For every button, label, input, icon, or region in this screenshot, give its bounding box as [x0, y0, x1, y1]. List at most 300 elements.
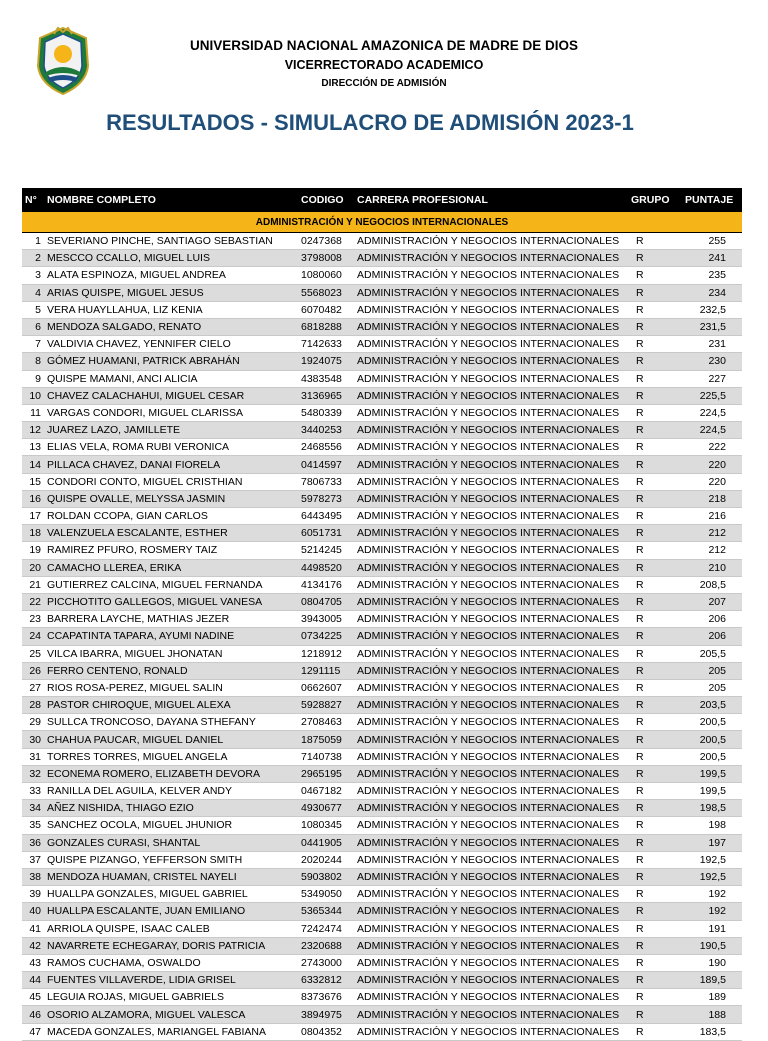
student-code: 2965195: [298, 765, 354, 782]
career-name: ADMINISTRACIÓN Y NEGOCIOS INTERNACIONALES: [354, 954, 628, 971]
career-name: ADMINISTRACIÓN Y NEGOCIOS INTERNACIONALES: [354, 783, 628, 800]
score-value: 227: [682, 370, 742, 387]
row-number: 30: [22, 731, 44, 748]
table-row: [22, 233, 742, 250]
career-name: ADMINISTRACIÓN Y NEGOCIOS INTERNACIONALES: [354, 817, 628, 834]
row-number: 26: [22, 662, 44, 679]
column-header-number: N°: [22, 188, 44, 212]
score-value: 203,5: [682, 697, 742, 714]
student-code: 0414597: [298, 456, 354, 473]
score-value: 225,5: [682, 387, 742, 404]
table-row: [22, 250, 742, 267]
student-name: QUISPE MAMANI, ANCI ALICIA: [44, 370, 298, 387]
student-code: 3943005: [298, 611, 354, 628]
university-name: UNIVERSIDAD NACIONAL AMAZONICA DE MADRE DE DIOS: [189, 38, 578, 53]
career-name: ADMINISTRACIÓN Y NEGOCIOS INTERNACIONALES: [354, 800, 628, 817]
group-letter: R: [628, 233, 682, 250]
table-row: [22, 490, 742, 507]
student-code: 5480339: [298, 404, 354, 421]
student-name: BARRERA LAYCHE, MATHIAS JEZER: [44, 611, 298, 628]
row-number: 38: [22, 868, 44, 885]
group-letter: R: [628, 765, 682, 782]
table-row: [22, 611, 742, 628]
score-value: 192: [682, 903, 742, 920]
group-letter: R: [628, 1006, 682, 1023]
student-name: GONZALES CURASI, SHANTAL: [44, 834, 298, 851]
score-value: 212: [682, 525, 742, 542]
score-value: 210: [682, 559, 742, 576]
group-letter: R: [628, 353, 682, 370]
student-name: LEGUIA ROJAS, MIGUEL GABRIELS: [44, 989, 298, 1006]
group-label: ADMINISTRACIÓN Y NEGOCIOS INTERNACIONALES: [22, 212, 742, 233]
student-code: 8373676: [298, 989, 354, 1006]
group-letter: R: [628, 490, 682, 507]
student-name: ARIAS QUISPE, MIGUEL JESUS: [44, 284, 298, 301]
row-number: 14: [22, 456, 44, 473]
row-number: 39: [22, 886, 44, 903]
career-name: ADMINISTRACIÓN Y NEGOCIOS INTERNACIONALES: [354, 490, 628, 507]
student-code: 0804352: [298, 1023, 354, 1040]
group-letter: R: [628, 422, 682, 439]
group-letter: R: [628, 954, 682, 971]
score-value: 241: [682, 250, 742, 267]
student-code: 6818288: [298, 318, 354, 335]
student-code: 2743000: [298, 954, 354, 971]
career-name: ADMINISTRACIÓN Y NEGOCIOS INTERNACIONALES: [354, 559, 628, 576]
student-code: 1218912: [298, 645, 354, 662]
student-code: 6051731: [298, 525, 354, 542]
student-name: ELIAS VELA, ROMA RUBI VERONICA: [44, 439, 298, 456]
document-header: [0, 0, 768, 150]
student-name: VERA HUAYLLAHUA, LIZ KENIA: [44, 301, 298, 318]
student-name: PASTOR CHIROQUE, MIGUEL ALEXA: [44, 697, 298, 714]
student-name: SEVERIANO PINCHE, SANTIAGO SEBASTIAN: [44, 233, 298, 250]
career-name: ADMINISTRACIÓN Y NEGOCIOS INTERNACIONALES: [354, 886, 628, 903]
group-letter: R: [628, 662, 682, 679]
table-row: [22, 920, 742, 937]
score-value: 199,5: [682, 783, 742, 800]
score-value: 222: [682, 439, 742, 456]
table-row: [22, 318, 742, 335]
career-name: ADMINISTRACIÓN Y NEGOCIOS INTERNACIONALES: [354, 714, 628, 731]
column-header-score: PUNTAJE: [682, 188, 742, 212]
student-name: VALENZUELA ESCALANTE, ESTHER: [44, 525, 298, 542]
student-code: 0247368: [298, 233, 354, 250]
row-number: 4: [22, 284, 44, 301]
student-code: 1291115: [298, 662, 354, 679]
score-value: 255: [682, 233, 742, 250]
career-name: ADMINISTRACIÓN Y NEGOCIOS INTERNACIONALES: [354, 576, 628, 593]
score-value: 212: [682, 542, 742, 559]
score-value: 206: [682, 628, 742, 645]
score-value: 191: [682, 920, 742, 937]
career-name: ADMINISTRACIÓN Y NEGOCIOS INTERNACIONALES: [354, 937, 628, 954]
student-code: 5568023: [298, 284, 354, 301]
student-name: QUISPE OVALLE, MELYSSA JASMIN: [44, 490, 298, 507]
score-value: 200,5: [682, 731, 742, 748]
table-row: [22, 456, 742, 473]
group-letter: R: [628, 559, 682, 576]
career-name: ADMINISTRACIÓN Y NEGOCIOS INTERNACIONALES: [354, 748, 628, 765]
score-value: 183,5: [682, 1023, 742, 1040]
student-name: VARGAS CONDORI, MIGUEL CLARISSA: [44, 404, 298, 421]
column-header-career: CARRERA PROFESIONAL: [354, 188, 628, 212]
student-code: 4930677: [298, 800, 354, 817]
student-code: 2320688: [298, 937, 354, 954]
group-letter: R: [628, 989, 682, 1006]
student-code: 6443495: [298, 508, 354, 525]
group-letter: R: [628, 920, 682, 937]
student-code: 3440253: [298, 422, 354, 439]
score-value: 218: [682, 490, 742, 507]
student-code: 7242474: [298, 920, 354, 937]
group-letter: R: [628, 903, 682, 920]
score-value: 234: [682, 284, 742, 301]
student-name: PILLACA CHAVEZ, DANAI FIORELA: [44, 456, 298, 473]
career-name: ADMINISTRACIÓN Y NEGOCIOS INTERNACIONALES: [354, 508, 628, 525]
row-number: 21: [22, 576, 44, 593]
row-number: 7: [22, 336, 44, 353]
table-row: [22, 370, 742, 387]
score-value: 231,5: [682, 318, 742, 335]
table-row: [22, 886, 742, 903]
student-name: JUAREZ LAZO, JAMILLETE: [44, 422, 298, 439]
student-name: OSORIO ALZAMORA, MIGUEL VALESCA: [44, 1006, 298, 1023]
career-name: ADMINISTRACIÓN Y NEGOCIOS INTERNACIONALES: [354, 233, 628, 250]
table-row: [22, 834, 742, 851]
table-row: [22, 473, 742, 490]
row-number: 29: [22, 714, 44, 731]
career-name: ADMINISTRACIÓN Y NEGOCIOS INTERNACIONALES: [354, 1006, 628, 1023]
table-row: [22, 679, 742, 696]
career-name: ADMINISTRACIÓN Y NEGOCIOS INTERNACIONALES: [354, 697, 628, 714]
career-name: ADMINISTRACIÓN Y NEGOCIOS INTERNACIONALES: [354, 731, 628, 748]
row-number: 1: [22, 233, 44, 250]
student-name: ALATA ESPINOZA, MIGUEL ANDREA: [44, 267, 298, 284]
score-value: 199,5: [682, 765, 742, 782]
group-letter: R: [628, 387, 682, 404]
career-name: ADMINISTRACIÓN Y NEGOCIOS INTERNACIONALES: [354, 611, 628, 628]
student-code: 7142633: [298, 336, 354, 353]
group-letter: R: [628, 284, 682, 301]
table-row: [22, 559, 742, 576]
group-letter: R: [628, 370, 682, 387]
table-row: [22, 972, 742, 989]
score-value: 220: [682, 456, 742, 473]
student-code: 0804705: [298, 593, 354, 610]
group-band: [22, 212, 742, 233]
career-name: ADMINISTRACIÓN Y NEGOCIOS INTERNACIONALES: [354, 387, 628, 404]
score-value: 208,5: [682, 576, 742, 593]
score-value: 231: [682, 336, 742, 353]
student-code: 5349050: [298, 886, 354, 903]
student-name: FUENTES VILLAVERDE, LIDIA GRISEL: [44, 972, 298, 989]
row-number: 5: [22, 301, 44, 318]
score-value: 197: [682, 834, 742, 851]
student-name: FERRO CENTENO, RONALD: [44, 662, 298, 679]
score-value: 188: [682, 1006, 742, 1023]
career-name: ADMINISTRACIÓN Y NEGOCIOS INTERNACIONALES: [354, 353, 628, 370]
group-letter: R: [628, 714, 682, 731]
table-row: [22, 731, 742, 748]
career-name: ADMINISTRACIÓN Y NEGOCIOS INTERNACIONALES: [354, 903, 628, 920]
row-number: 46: [22, 1006, 44, 1023]
score-value: 198,5: [682, 800, 742, 817]
student-name: RIOS ROSA-PEREZ, MIGUEL SALIN: [44, 679, 298, 696]
score-value: 235: [682, 267, 742, 284]
score-value: 192: [682, 886, 742, 903]
table-row: [22, 1023, 742, 1040]
group-letter: R: [628, 645, 682, 662]
score-value: 190,5: [682, 937, 742, 954]
score-value: 190: [682, 954, 742, 971]
career-name: ADMINISTRACIÓN Y NEGOCIOS INTERNACIONALES: [354, 370, 628, 387]
student-name: VILCA IBARRA, MIGUEL JHONATAN: [44, 645, 298, 662]
admission-office: DIRECCIÓN DE ADMISIÓN: [321, 78, 447, 89]
group-letter: R: [628, 697, 682, 714]
score-value: 200,5: [682, 748, 742, 765]
student-name: MENDOZA HUAMAN, CRISTEL NAYELI: [44, 868, 298, 885]
career-name: ADMINISTRACIÓN Y NEGOCIOS INTERNACIONALES: [354, 525, 628, 542]
table-row: [22, 267, 742, 284]
row-number: 25: [22, 645, 44, 662]
row-number: 20: [22, 559, 44, 576]
score-value: 200,5: [682, 714, 742, 731]
table-row: [22, 439, 742, 456]
student-name: RAMIREZ PFURO, ROSMERY TAIZ: [44, 542, 298, 559]
table-row: [22, 576, 742, 593]
group-letter: R: [628, 1023, 682, 1040]
row-number: 41: [22, 920, 44, 937]
student-code: 5214245: [298, 542, 354, 559]
group-letter: R: [628, 868, 682, 885]
student-name: PICCHOTITO GALLEGOS, MIGUEL VANESA: [44, 593, 298, 610]
student-code: 1080060: [298, 267, 354, 284]
score-value: 205: [682, 679, 742, 696]
student-code: 6070482: [298, 301, 354, 318]
career-name: ADMINISTRACIÓN Y NEGOCIOS INTERNACIONALES: [354, 645, 628, 662]
row-number: 43: [22, 954, 44, 971]
score-value: 205,5: [682, 645, 742, 662]
student-code: 7806733: [298, 473, 354, 490]
career-name: ADMINISTRACIÓN Y NEGOCIOS INTERNACIONALES: [354, 284, 628, 301]
row-number: 35: [22, 817, 44, 834]
row-number: 27: [22, 679, 44, 696]
group-letter: R: [628, 834, 682, 851]
career-name: ADMINISTRACIÓN Y NEGOCIOS INTERNACIONALES: [354, 336, 628, 353]
career-name: ADMINISTRACIÓN Y NEGOCIOS INTERNACIONALES: [354, 920, 628, 937]
row-number: 31: [22, 748, 44, 765]
student-code: 5978273: [298, 490, 354, 507]
career-name: ADMINISTRACIÓN Y NEGOCIOS INTERNACIONALES: [354, 662, 628, 679]
table-row: [22, 748, 742, 765]
group-letter: R: [628, 439, 682, 456]
table-row: [22, 868, 742, 885]
row-number: 3: [22, 267, 44, 284]
score-value: 224,5: [682, 404, 742, 421]
row-number: 8: [22, 353, 44, 370]
career-name: ADMINISTRACIÓN Y NEGOCIOS INTERNACIONALES: [354, 679, 628, 696]
student-code: 6332812: [298, 972, 354, 989]
student-code: 0662607: [298, 679, 354, 696]
group-letter: R: [628, 611, 682, 628]
vice-rectorate: VICERRECTORADO ACADEMICO: [284, 58, 484, 72]
score-value: 192,5: [682, 868, 742, 885]
table-row: [22, 387, 742, 404]
group-letter: R: [628, 542, 682, 559]
score-value: 207: [682, 593, 742, 610]
column-header-code: CODIGO: [298, 188, 354, 212]
group-letter: R: [628, 748, 682, 765]
table-row: [22, 989, 742, 1006]
row-number: 18: [22, 525, 44, 542]
student-code: 7140738: [298, 748, 354, 765]
score-value: 220: [682, 473, 742, 490]
row-number: 15: [22, 473, 44, 490]
student-name: AÑEZ NISHIDA, THIAGO EZIO: [44, 800, 298, 817]
student-code: 2020244: [298, 851, 354, 868]
score-value: 192,5: [682, 851, 742, 868]
score-value: 189,5: [682, 972, 742, 989]
group-letter: R: [628, 783, 682, 800]
row-number: 9: [22, 370, 44, 387]
career-name: ADMINISTRACIÓN Y NEGOCIOS INTERNACIONALES: [354, 593, 628, 610]
student-name: SULLCA TRONCOSO, DAYANA STHEFANY: [44, 714, 298, 731]
group-letter: R: [628, 250, 682, 267]
table-row: [22, 765, 742, 782]
table-row: [22, 954, 742, 971]
table-row: [22, 336, 742, 353]
table-row: [22, 800, 742, 817]
student-name: CAMACHO LLEREA, ERIKA: [44, 559, 298, 576]
career-name: ADMINISTRACIÓN Y NEGOCIOS INTERNACIONALES: [354, 456, 628, 473]
score-value: 189: [682, 989, 742, 1006]
row-number: 23: [22, 611, 44, 628]
student-name: HUALLPA GONZALES, MIGUEL GABRIEL: [44, 886, 298, 903]
row-number: 36: [22, 834, 44, 851]
career-name: ADMINISTRACIÓN Y NEGOCIOS INTERNACIONALES: [354, 834, 628, 851]
row-number: 47: [22, 1023, 44, 1040]
table-row: [22, 714, 742, 731]
table-row: [22, 903, 742, 920]
group-letter: R: [628, 937, 682, 954]
group-letter: R: [628, 576, 682, 593]
table-row: [22, 628, 742, 645]
table-row: [22, 645, 742, 662]
group-letter: R: [628, 679, 682, 696]
table-row: [22, 301, 742, 318]
student-code: 0467182: [298, 783, 354, 800]
group-letter: R: [628, 593, 682, 610]
table-row: [22, 422, 742, 439]
row-number: 28: [22, 697, 44, 714]
student-code: 5365344: [298, 903, 354, 920]
row-number: 45: [22, 989, 44, 1006]
column-header-group: GRUPO: [628, 188, 682, 212]
score-value: 232,5: [682, 301, 742, 318]
career-name: ADMINISTRACIÓN Y NEGOCIOS INTERNACIONALES: [354, 1023, 628, 1040]
table-row: [22, 937, 742, 954]
row-number: 33: [22, 783, 44, 800]
student-code: 4134176: [298, 576, 354, 593]
table-row: [22, 817, 742, 834]
student-name: QUISPE PIZANGO, YEFFERSON SMITH: [44, 851, 298, 868]
group-letter: R: [628, 525, 682, 542]
student-code: 4383548: [298, 370, 354, 387]
row-number: 32: [22, 765, 44, 782]
group-letter: R: [628, 404, 682, 421]
career-name: ADMINISTRACIÓN Y NEGOCIOS INTERNACIONALES: [354, 301, 628, 318]
table-row: [22, 1006, 742, 1023]
group-letter: R: [628, 851, 682, 868]
student-name: VALDIVIA CHAVEZ, YENNIFER CIELO: [44, 336, 298, 353]
group-letter: R: [628, 336, 682, 353]
student-code: 1080345: [298, 817, 354, 834]
student-code: 1875059: [298, 731, 354, 748]
career-name: ADMINISTRACIÓN Y NEGOCIOS INTERNACIONALES: [354, 250, 628, 267]
student-name: MACEDA GONZALES, MARIANGEL FABIANA: [44, 1023, 298, 1040]
student-code: 3894975: [298, 1006, 354, 1023]
student-name: ARRIOLA QUISPE, ISAAC CALEB: [44, 920, 298, 937]
student-code: 1924075: [298, 353, 354, 370]
table-header-row: [22, 188, 742, 212]
career-name: ADMINISTRACIÓN Y NEGOCIOS INTERNACIONALES: [354, 473, 628, 490]
score-value: 205: [682, 662, 742, 679]
page-title: RESULTADOS - SIMULACRO DE ADMISIÓN 2023-1: [106, 110, 634, 135]
group-letter: R: [628, 301, 682, 318]
table-row: [22, 593, 742, 610]
group-letter: R: [628, 456, 682, 473]
student-name: GÓMEZ HUAMANI, PATRICK ABRAHÁN: [44, 353, 298, 370]
group-letter: R: [628, 628, 682, 645]
row-number: 40: [22, 903, 44, 920]
group-letter: R: [628, 731, 682, 748]
column-header-name: NOMBRE COMPLETO: [44, 188, 298, 212]
group-letter: R: [628, 267, 682, 284]
student-code: 4498520: [298, 559, 354, 576]
row-number: 34: [22, 800, 44, 817]
row-number: 16: [22, 490, 44, 507]
career-name: ADMINISTRACIÓN Y NEGOCIOS INTERNACIONALES: [354, 868, 628, 885]
career-name: ADMINISTRACIÓN Y NEGOCIOS INTERNACIONALES: [354, 267, 628, 284]
row-number: 13: [22, 439, 44, 456]
row-number: 44: [22, 972, 44, 989]
career-name: ADMINISTRACIÓN Y NEGOCIOS INTERNACIONALES: [354, 989, 628, 1006]
table-row: [22, 697, 742, 714]
table-row: [22, 662, 742, 679]
score-value: 230: [682, 353, 742, 370]
results-table: [22, 188, 742, 1041]
row-number: 22: [22, 593, 44, 610]
score-value: 224,5: [682, 422, 742, 439]
table-row: [22, 508, 742, 525]
row-number: 11: [22, 404, 44, 421]
group-letter: R: [628, 318, 682, 335]
score-value: 216: [682, 508, 742, 525]
student-name: NAVARRETE ECHEGARAY, DORIS PATRICIA: [44, 937, 298, 954]
student-name: GUTIERREZ CALCINA, MIGUEL FERNANDA: [44, 576, 298, 593]
table-row: [22, 783, 742, 800]
career-name: ADMINISTRACIÓN Y NEGOCIOS INTERNACIONALES: [354, 318, 628, 335]
career-name: ADMINISTRACIÓN Y NEGOCIOS INTERNACIONALES: [354, 851, 628, 868]
row-number: 10: [22, 387, 44, 404]
student-code: 5928827: [298, 697, 354, 714]
row-number: 37: [22, 851, 44, 868]
student-name: ECONEMA ROMERO, ELIZABETH DEVORA: [44, 765, 298, 782]
student-name: CHAVEZ CALACHAHUI, MIGUEL CESAR: [44, 387, 298, 404]
table-row: [22, 353, 742, 370]
row-number: 17: [22, 508, 44, 525]
